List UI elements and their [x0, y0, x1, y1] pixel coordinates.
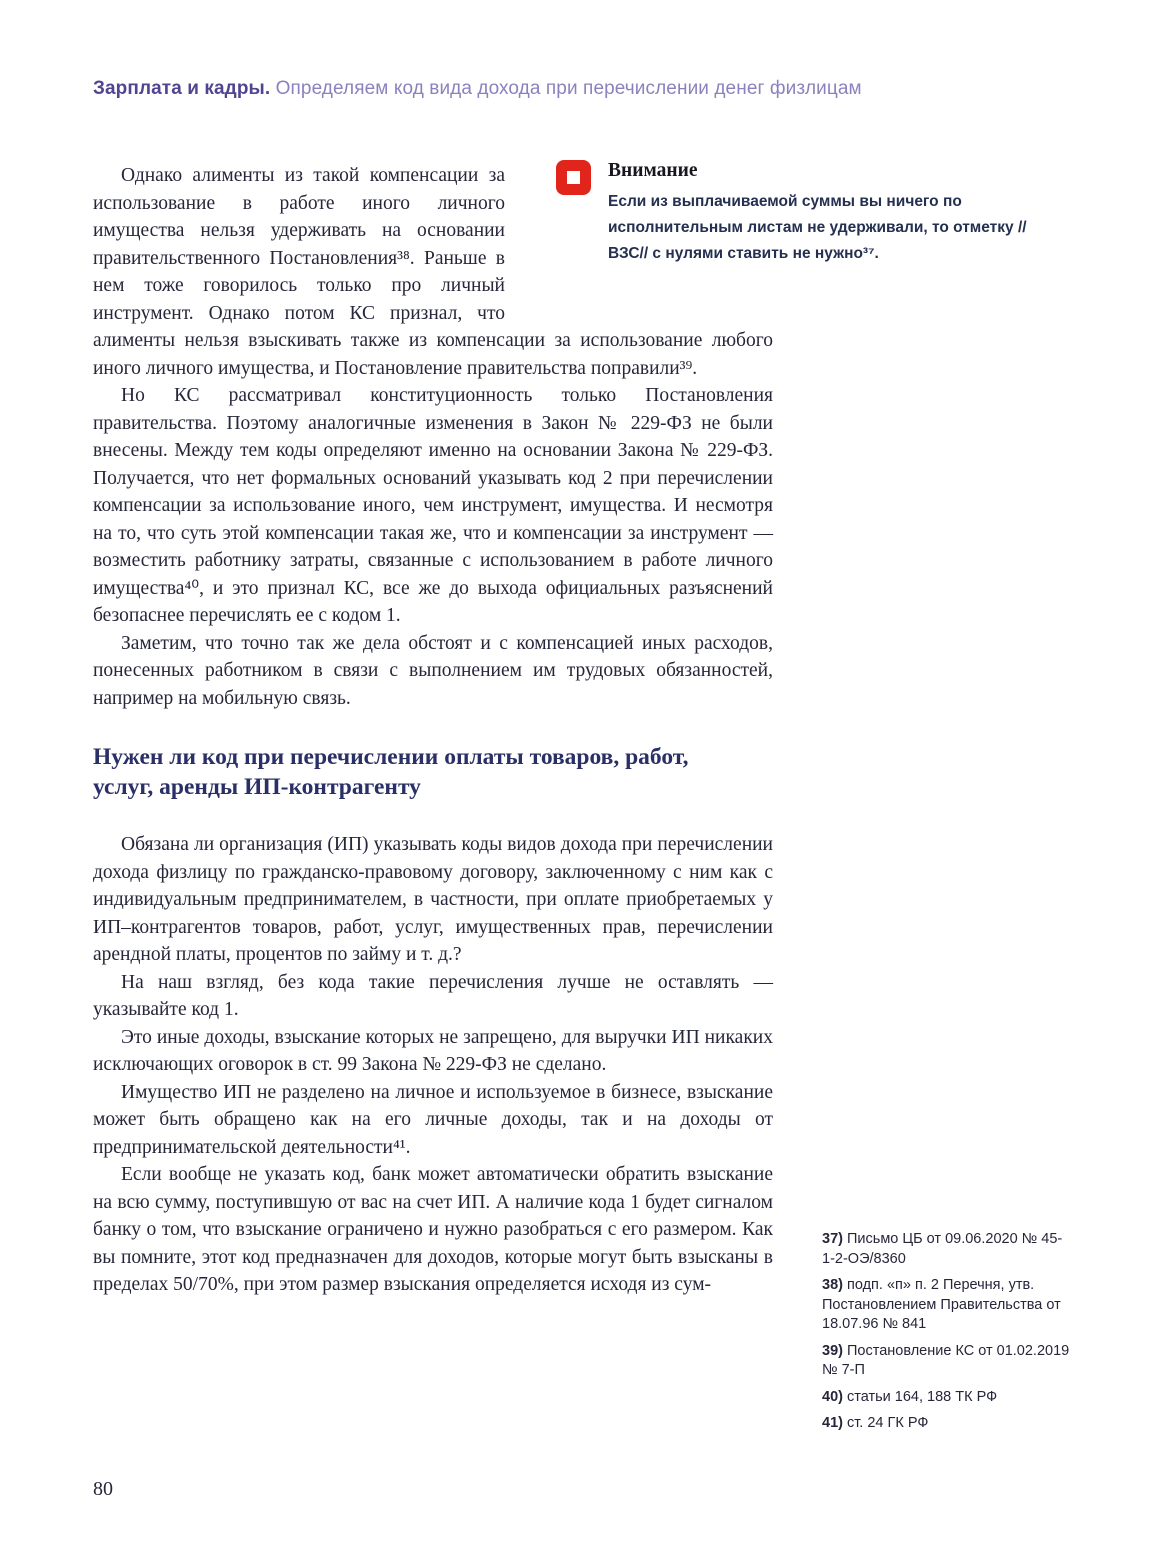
- paragraph-intro-3: Заметим, что точно так же дела обстоят и с компенсацией иных расходов, понесенных работником в связи с выполнением им трудовых обязанностей, например на мобильную связь.: [93, 632, 773, 709]
- footnote-40: [822, 1388, 1074, 1408]
- footnote-39: [822, 1342, 1074, 1381]
- paragraph-intro-2: Но КС рассматривал конституционность только Постановления правительства. Поэтому аналогичные изменения в Закон № 229-ФЗ не были внесены. Между тем коды определяют именно на основании Закона № 229-ФЗ. Получается, что нет формальных оснований указывать код 2 при перечислении компенсации за использование иного, чем инструмент, имущества. И несмотря на то, что суть этой компенсации такая же, что и компенсации за инструмент — возместить работнику затраты, связанные с использованием в работе личного имущества⁴⁰, и это признал КС, все же до выхода официальных разъяснений безопаснее перечислять ее с кодом 1.: [93, 385, 773, 626]
- page-header: [93, 78, 862, 100]
- footnote-text: ст. 24 ГК РФ: [842, 1415, 929, 1431]
- footnote-text: Постановление КС от 01.02.2019 № 7-П: [822, 1342, 1070, 1378]
- attention-title: Внимание: [608, 160, 698, 181]
- footnote-number: 40): [822, 1388, 843, 1405]
- footnote-37: [822, 1230, 1074, 1269]
- paragraph-section-2: На наш взгляд, без кода такие перечисления лучше не оставлять — указывайте код 1.: [93, 971, 773, 1020]
- footnote-number: 37): [822, 1231, 843, 1247]
- footnote-41: [822, 1414, 1074, 1434]
- rubric-title: Зарплата и кадры.: [93, 78, 271, 99]
- paragraph-section-3: Это иные доходы, взыскание которых не запрещено, для выручки ИП никаких исключающих оговорок в ст. 99 Закона № 229-ФЗ не сделано.: [93, 1026, 773, 1075]
- attention-text: Если из выплачиваемой суммы вы ничего по исполнительным листам не удерживали, то отметку //ВЗС// с нулями ставить не нужно³⁷.: [608, 193, 1027, 262]
- attention-callout: [556, 158, 1038, 267]
- footnotes-column: [822, 1230, 1074, 1441]
- paragraph-section-5: Если вообще не указать код, банк может автоматически обратить взыскание на всю сумму, поступившую от вас на счет ИП. А наличие кода 1 будет сигналом банку о том, что взыскание ограничено и нужно разобраться с его размером. Как вы помните, этот код предназначен для доходов, которые могут быть взысканы в пределах 50/70%, при этом размер взыскания определяется исходя из сум-: [93, 1164, 773, 1295]
- attention-icon: [556, 160, 591, 195]
- section-heading: Нужен ли код при перечислении оплаты товаров, работ, услуг, аренды ИП-контрагенту: [93, 744, 689, 800]
- paragraph-intro-1: Однако алименты из такой компенсации за использование в работе иного личного имущества нельзя удерживать на основании правительственного Постановления³⁸. Раньше в нем тоже говорилось только про личный инструмент. Однако потом КС признал, что алименты нельзя взыскивать также из компенсации за использование любого иного личного имущества, и Постановление правительства поправили³⁹.: [93, 165, 773, 379]
- footnote-text: статьи 164, 188 ТК РФ: [842, 1388, 998, 1405]
- page-number: 80: [93, 1478, 113, 1500]
- attention-icon-inner-square: [567, 171, 580, 184]
- paragraph-section-1: Обязана ли организация (ИП) указывать коды видов дохода при перечислении дохода физлицу по гражданско-правовому договору, заключенному с ним как с индивидуальным предпринимателем, в частности, при оплате приобретаемых у ИП–контрагентов товаров, работ, услуг, имущественных прав, перечислении арендной платы, процентов по займу и т. д.?: [93, 834, 773, 965]
- footnote-text: подп. «п» п. 2 Перечня, утв. Постановлением Правительства от 18.07.96 № 841: [822, 1277, 1061, 1332]
- page-footer: [93, 1478, 113, 1501]
- article-title-header: Определяем код вида дохода при перечислении денег физлицам: [270, 78, 862, 99]
- footnote-number: 41): [822, 1415, 843, 1431]
- paragraph-section-4: Имущество ИП не разделено на личное и используемое в бизнесе, взыскание может быть обращено как на его личные доходы, так и на доходы от предпринимательской деятельности⁴¹.: [93, 1081, 773, 1158]
- attention-content: [608, 158, 1038, 267]
- footnote-number: 38): [822, 1277, 843, 1293]
- article-body: [93, 162, 773, 1299]
- footnote-text: Письмо ЦБ от 09.06.2020 № 45-1-2-ОЭ/8360: [822, 1231, 1063, 1267]
- footnote-number: 39): [822, 1342, 843, 1359]
- footnote-38: [822, 1276, 1074, 1335]
